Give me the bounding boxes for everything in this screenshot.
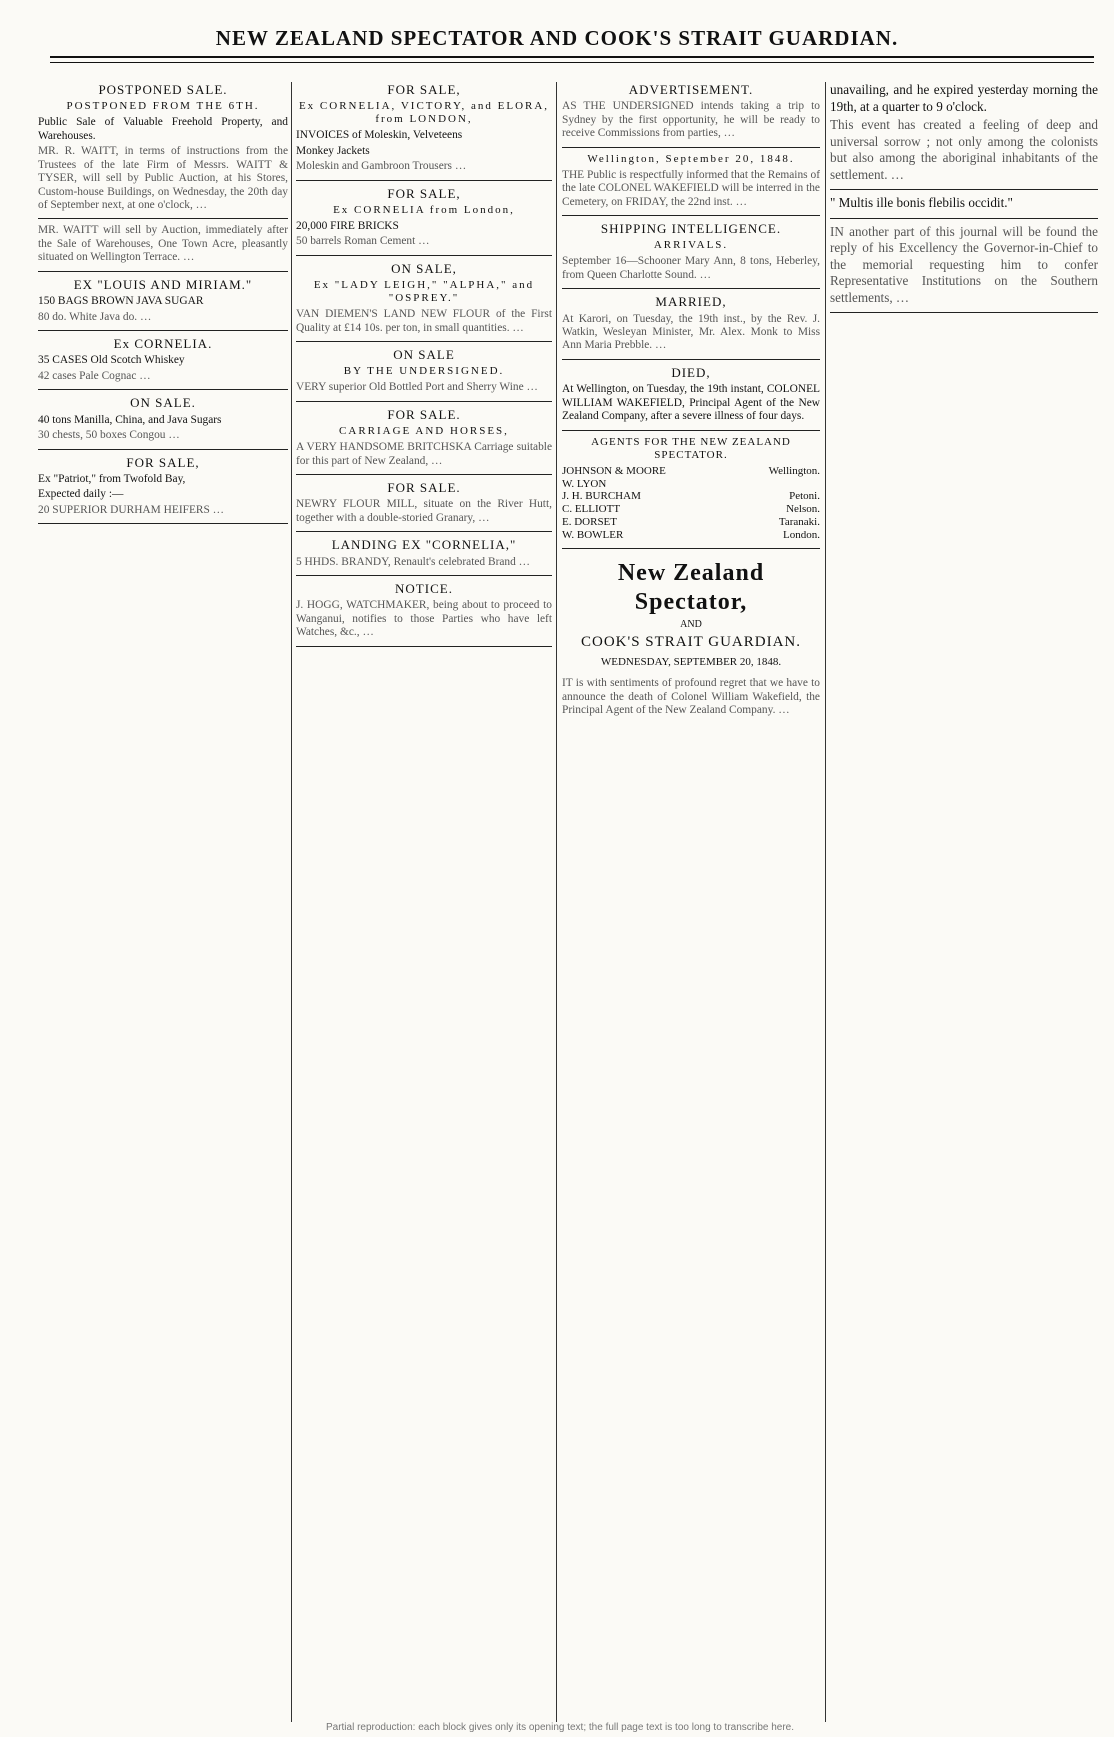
article-heading: SHIPPING INTELLIGENCE. <box>600 221 782 237</box>
issue-date: WEDNESDAY, SEPTEMBER 20, 1848. <box>600 656 782 669</box>
article-subheading: ARRIVALS. <box>653 239 729 252</box>
column-4 <box>830 82 1098 1722</box>
agent-row <box>562 465 820 478</box>
article-text: J. HOGG, WATCHMAKER, being about to proceed to Wanganui, notifies to those Parties who have left Watches, &c., … <box>296 599 552 639</box>
article-subheading: POSTPONED FROM THE 6TH. <box>66 100 260 113</box>
article-block <box>830 82 1098 183</box>
article-text: Monkey Jackets <box>296 144 370 157</box>
article-heading: MARRIED, <box>655 294 727 310</box>
divider <box>296 341 552 342</box>
article-text: MR. R. WAITT, in terms of instructions from the Trustees of the late Firm of Messrs. WAITT & TYSER, will sell by Public Auction, at his Stores, Custom-house Buildings, on Wednesday, the 20th day of September next, at one o'clock, … <box>38 145 288 212</box>
divider <box>296 180 552 181</box>
article-block <box>38 336 288 383</box>
masthead: NEW ZEALAND SPECTATOR AND COOK'S STRAIT GUARDIAN. <box>215 26 899 50</box>
column-3 <box>562 82 820 1722</box>
agent-row <box>562 529 820 542</box>
article-text: VAN DIEMEN'S LAND NEW FLOUR of the First Quality at £14 10s. per ton, in small quantities. … <box>296 308 552 334</box>
article-subheading: Ex "LADY LEIGH," "ALPHA," and "OSPREY." <box>313 279 535 305</box>
article-block <box>562 221 820 282</box>
article-block <box>296 581 552 640</box>
article-block <box>38 395 288 442</box>
article-text: IT is with sentiments of profound regret that we have to announce the death of Colonel William Wakefield, the Principal Agent of the New Zealand Company. … <box>562 677 820 717</box>
column-1 <box>38 82 288 1722</box>
agent-place: Petoni. <box>789 490 820 503</box>
divider <box>562 147 820 148</box>
article-block <box>562 82 820 141</box>
article-subheading: Ex CORNELIA from London, <box>333 203 515 216</box>
article-text: 35 CASES Old Scotch Whiskey <box>38 354 185 367</box>
article-heading: ADVERTISEMENT. <box>628 82 754 97</box>
divider <box>38 449 288 450</box>
article-block <box>830 195 1098 212</box>
agent-place: Nelson. <box>786 503 820 516</box>
article-subheading: CARRIAGE AND HORSES, <box>339 425 509 438</box>
article-subheading: Wellington, September 20, 1848. <box>587 152 795 165</box>
article-heading: ON SALE <box>393 347 455 362</box>
article-subheading: Ex CORNELIA, VICTORY, and ELORA, from LONDON, <box>298 100 550 126</box>
article-block <box>296 480 552 525</box>
divider <box>562 288 820 289</box>
article-block <box>296 407 552 468</box>
agent-row <box>562 478 820 491</box>
article-block <box>38 224 288 264</box>
agent-place: Wellington. <box>768 464 820 477</box>
agent-name: C. ELLIOTT <box>562 503 621 516</box>
article-text: AS THE UNDERSIGNED intends taking a trip to Sydney by the first opportunity, he will be ready to receive Commissions from parties, … <box>562 100 820 140</box>
masthead-rule-thin <box>50 62 1094 63</box>
article-text: This event has created a feeling of deep and universal sorrow ; not only among the colonists but also among the aboriginal inhabitants of the settlement. … <box>830 117 1098 182</box>
article-heading: FOR SALE, <box>126 454 200 470</box>
article-heading: DIED, <box>671 364 711 380</box>
agent-row <box>562 516 820 529</box>
article-block <box>38 277 288 324</box>
article-block <box>296 261 552 335</box>
column-separator <box>556 82 557 1722</box>
divider <box>830 189 1098 190</box>
article-heading: FOR SALE. <box>387 406 461 422</box>
article-text: At Karori, on Tuesday, the 19th inst., by the Rev. J. Watkin, Wesleyan Minister, Mr. Alex. Monk to Miss Ann Maria Prebble. … <box>562 312 820 352</box>
column-separator <box>291 82 292 1722</box>
divider <box>296 474 552 475</box>
divider <box>38 271 288 272</box>
divider <box>38 389 288 390</box>
agent-row <box>562 503 820 516</box>
agent-place: Taranaki. <box>778 516 820 529</box>
article-block <box>562 153 820 209</box>
divider <box>296 575 552 576</box>
article-text: 80 do. White Java do. … <box>38 310 152 323</box>
paper-title-block <box>562 559 820 669</box>
article-text: unavailing, and he expired yesterday morning the 19th, at a quarter to 9 o'clock. <box>830 82 1098 114</box>
article-text: At Wellington, on Tuesday, the 19th instant, COLONEL WILLIAM WAKEFIELD, Principal Agent of the New Zealand Company, after a severe illness of four days. <box>562 383 820 423</box>
divider <box>562 548 820 549</box>
article-heading: FOR SALE, <box>387 185 461 201</box>
article-heading: NOTICE. <box>395 580 453 596</box>
agent-place: London. <box>783 529 820 542</box>
agent-name: J. H. BURCHAM <box>562 490 641 503</box>
article-text: NEWRY FLOUR MILL, situate on the River Hutt, together with a double-storied Granary, … <box>296 498 552 524</box>
article-text: 42 cases Pale Cognac … <box>38 369 151 382</box>
article-block <box>830 224 1098 307</box>
article-subheading: BY THE UNDERSIGNED. <box>343 365 505 378</box>
agents-heading: AGENTS FOR THE NEW ZEALAND SPECTATOR. <box>591 435 791 461</box>
article-block <box>296 537 552 569</box>
paper-subtitle: COOK'S STRAIT GUARDIAN. <box>580 633 802 650</box>
article-block <box>38 455 288 518</box>
article-block <box>38 82 288 212</box>
article-text: INVOICES of Moleskin, Velveteens <box>296 129 463 142</box>
divider <box>38 218 288 219</box>
article-block <box>296 347 552 395</box>
article-text: 30 chests, 50 boxes Congou … <box>38 429 180 442</box>
divider <box>296 531 552 532</box>
divider <box>830 218 1098 219</box>
article-heading: Ex CORNELIA. <box>113 336 213 352</box>
article-text: Moleskin and Gambroon Trousers … <box>296 160 467 173</box>
divider <box>296 401 552 402</box>
partial-reproduction-notice: Partial reproduction: each block gives only its opening text; the full page text is too long to transcribe here. <box>325 1722 795 1733</box>
article-text: Public Sale of Valuable Freehold Property, and Warehouses. <box>38 116 288 142</box>
article-heading: ON SALE. <box>130 395 196 411</box>
article-text: Ex "Patriot," from Twofold Bay, <box>38 472 186 485</box>
article-heading: LANDING EX "CORNELIA," <box>331 537 517 553</box>
agent-name: W. LYON <box>562 477 607 490</box>
article-heading: ON SALE, <box>391 260 457 276</box>
article-heading: FOR SALE. <box>387 479 461 495</box>
article-text: " Multis ille bonis flebilis occidit." <box>830 195 1013 210</box>
divider <box>38 330 288 331</box>
article-text: 40 tons Manilla, China, and Java Sugars <box>38 413 222 426</box>
article-text: THE Public is respectfully informed that the Remains of the late COLONEL WAKEFIELD will be interred in the Cemetery, on FRIDAY, the 22nd inst. … <box>562 168 820 208</box>
column-2 <box>296 82 552 1722</box>
agent-name: JOHNSON & MOORE <box>562 464 666 477</box>
article-block <box>562 677 820 717</box>
article-text: 150 BAGS BROWN JAVA SUGAR <box>38 295 204 308</box>
column-separator <box>825 82 826 1722</box>
article-block <box>296 82 552 174</box>
article-text: 50 barrels Roman Cement … <box>296 235 430 248</box>
agent-name: W. BOWLER <box>562 529 624 542</box>
agent-row <box>562 490 820 503</box>
masthead-rule <box>50 56 1094 58</box>
divider <box>562 430 820 431</box>
article-heading: FOR SALE, <box>387 82 461 97</box>
article-text: MR. WAITT will sell by Auction, immediately after the Sale of Warehouses, One Town Acre, pleasantly situated on Wellington Terrace. … <box>38 224 288 264</box>
article-block <box>296 186 552 249</box>
article-heading: EX "LOUIS AND MIRIAM." <box>73 276 253 292</box>
paper-name: New Zealand Spectator, <box>617 560 765 615</box>
divider <box>830 312 1098 313</box>
article-heading: POSTPONED SALE. <box>98 82 228 97</box>
article-text: A VERY HANDSOME BRITCHSKA Carriage suitable for this part of New Zealand, … <box>296 441 552 467</box>
divider <box>562 215 820 216</box>
divider <box>296 646 552 647</box>
article-text: IN another part of this journal will be found the reply of his Excellency the Governor-in-Chief to the memorial requesting him to confer Representative Institutions on the Southern settlements, … <box>830 223 1098 305</box>
article-text: September 16—Schooner Mary Ann, 8 tons, Heberley, from Queen Charlotte Sound. … <box>562 255 820 281</box>
article-text: Expected daily :— <box>38 488 124 501</box>
divider <box>562 359 820 360</box>
divider <box>38 523 288 524</box>
article-block <box>562 365 820 424</box>
article-text: 5 HHDS. BRANDY, Renault's celebrated Brand … <box>296 555 531 568</box>
article-text: VERY superior Old Bottled Port and Sherry Wine … <box>296 381 538 394</box>
agent-name: E. DORSET <box>562 516 617 529</box>
article-block <box>562 294 820 353</box>
agents-list <box>562 436 820 543</box>
paper-and: AND <box>680 618 702 630</box>
divider <box>296 255 552 256</box>
article-text: 20,000 FIRE BRICKS <box>296 219 399 232</box>
article-text: 20 SUPERIOR DURHAM HEIFERS … <box>38 503 225 516</box>
